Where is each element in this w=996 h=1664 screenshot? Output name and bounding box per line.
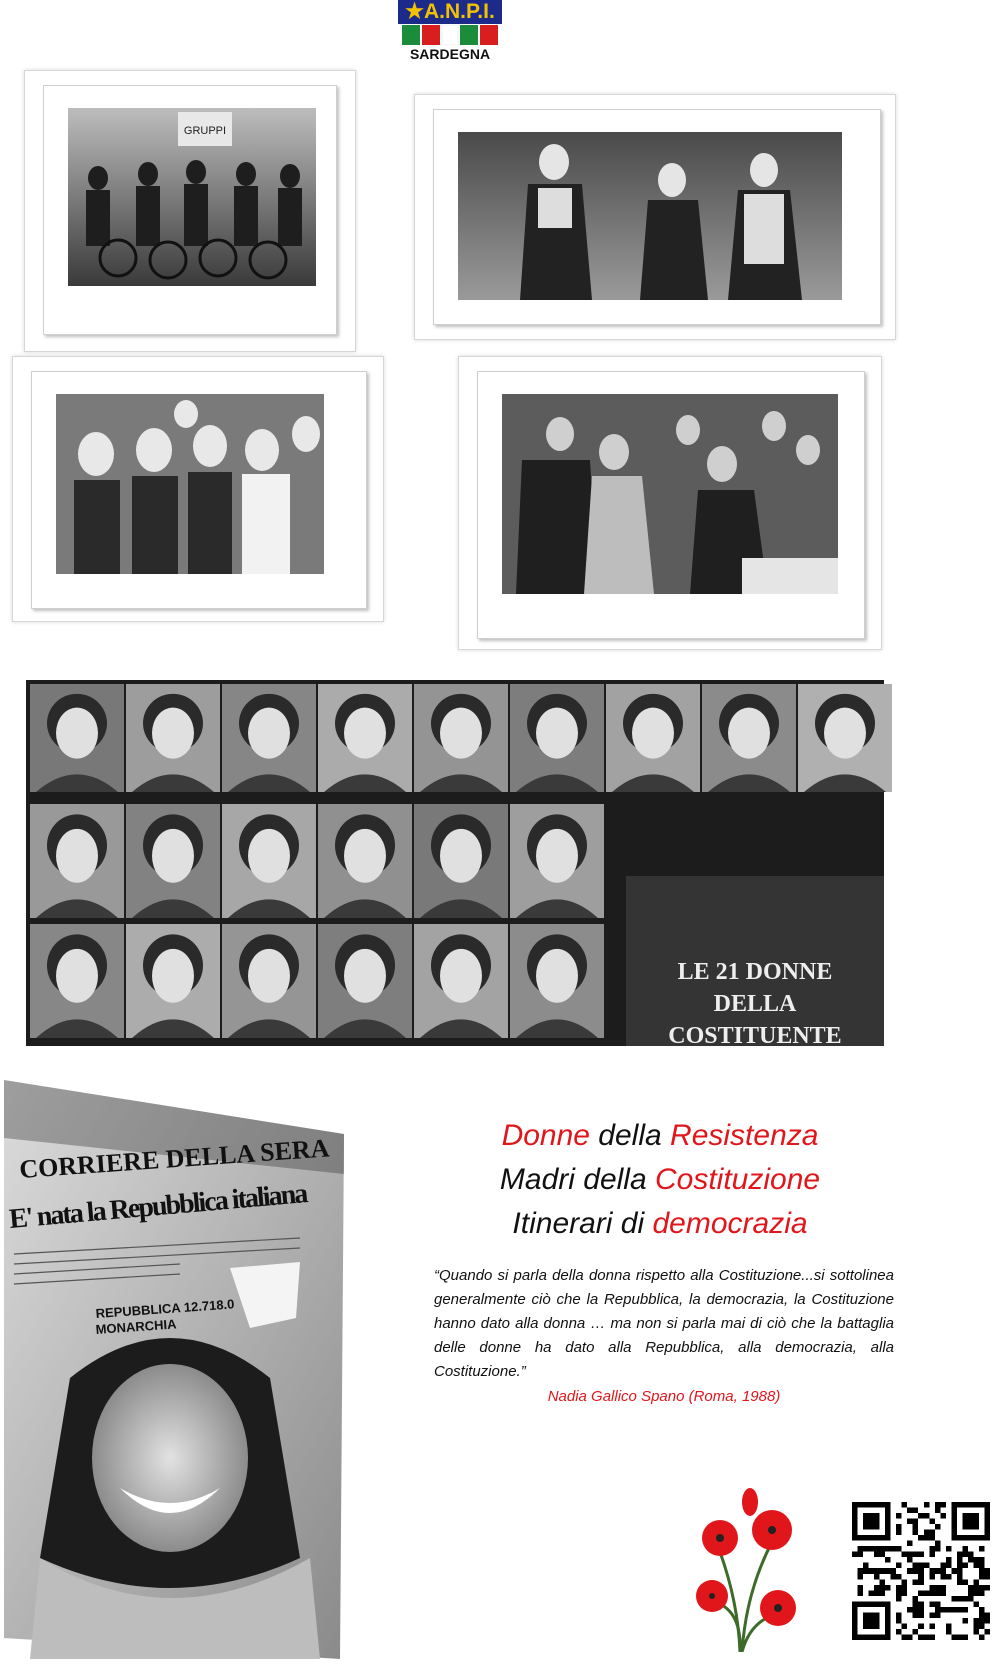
photo-frame-1 xyxy=(24,70,356,352)
portrait-18 xyxy=(222,924,316,1038)
portrait-19 xyxy=(318,924,412,1038)
portrait-21 xyxy=(510,924,604,1038)
title-line-3: Itinerari di democrazia xyxy=(512,1207,808,1240)
portrait-5 xyxy=(414,684,508,792)
portrait-20 xyxy=(414,924,508,1038)
poppy-flowers-icon xyxy=(680,1482,800,1652)
newspaper-headline: E' nata la Repubblica italiana xyxy=(7,1177,310,1235)
portrait-15 xyxy=(510,804,604,918)
exhibition-title xyxy=(450,1114,870,1246)
qr-code-icon[interactable] xyxy=(852,1502,990,1640)
costituente-title-line-1: LE 21 DONNE xyxy=(677,959,833,985)
portrait-16 xyxy=(30,924,124,1038)
italian-flag-stripes xyxy=(400,25,500,45)
portrait-17 xyxy=(126,924,220,1038)
portrait-12 xyxy=(222,804,316,918)
photo-celebrating-women xyxy=(56,394,324,574)
portrait-9 xyxy=(798,684,892,792)
quote-text: “Quando si parla della donna rispetto alla Costituzione...si sottolinea generalmente ciò che la Repubblica, la democrazia, la Costituzione hanno dato alla donna … ma non si parla mai di ciò che la battaglia delle donne ha dato alla Repubblica, alla democrazia, alla Costituzione.” xyxy=(434,1267,894,1380)
anpi-logo-region: SARDEGNA xyxy=(409,46,491,62)
photo-women-bicycles xyxy=(68,108,316,286)
costituente-title-line-3: COSTITUENTE xyxy=(668,1023,842,1049)
photo-partisan-women xyxy=(458,132,842,300)
costituente-portrait-grid xyxy=(26,680,884,1049)
newspaper-illustration xyxy=(0,1078,346,1659)
costituente-title-line-2: DELLA xyxy=(713,991,797,1017)
title-line-1: Donne della Resistenza xyxy=(501,1119,819,1152)
newspaper-masthead: CORRIERE DELLA SERA xyxy=(18,1133,331,1184)
portrait-4 xyxy=(318,684,412,792)
portrait-3 xyxy=(222,684,316,792)
photo-frame-4 xyxy=(458,356,882,650)
quote-author: Nadia Gallico Spano (Roma, 1988) xyxy=(547,1388,781,1405)
photo-sign-text: GRUPPI xyxy=(183,125,227,137)
portrait-2 xyxy=(126,684,220,792)
title-line-2: Madri della Costituzione xyxy=(499,1163,821,1196)
photo-women-voting xyxy=(502,394,838,594)
photo-frame-2 xyxy=(414,94,896,340)
photo-frame-3 xyxy=(12,356,384,622)
portrait-14 xyxy=(414,804,508,918)
portrait-7 xyxy=(606,684,700,792)
anpi-logo xyxy=(398,0,502,66)
portrait-11 xyxy=(126,804,220,918)
portrait-10 xyxy=(30,804,124,918)
portrait-6 xyxy=(510,684,604,792)
portrait-1 xyxy=(30,684,124,792)
costituente-title-panel xyxy=(626,876,884,1049)
newspaper-subline: REPUBBLICA 12.718.0 xyxy=(95,1296,235,1321)
costituente-title xyxy=(626,956,884,1052)
portrait-13 xyxy=(318,804,412,918)
anpi-logo-name: ★A.N.P.I. xyxy=(398,0,502,24)
newspaper-subline-2: MONARCHIA xyxy=(95,1316,177,1337)
star-icon: ★ xyxy=(405,0,424,23)
portrait-8 xyxy=(702,684,796,792)
